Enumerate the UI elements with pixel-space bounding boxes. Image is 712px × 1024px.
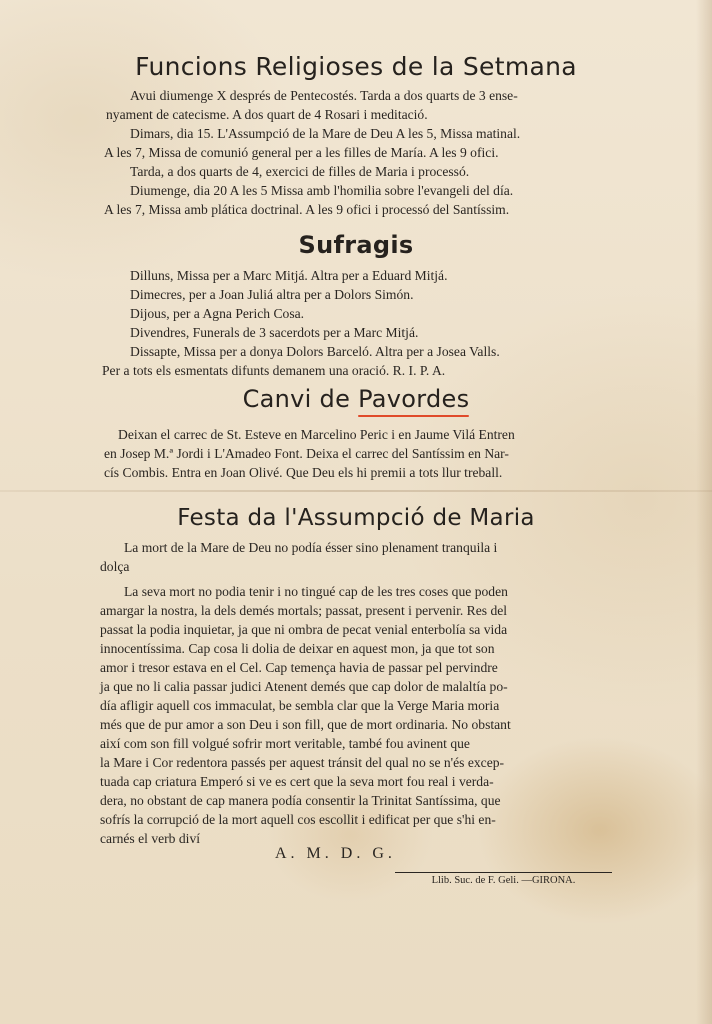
- text-line: tuada cap criatura Emperó si ve es cert que la seva mort fou real i verda-: [100, 774, 494, 789]
- text-line: Divendres, Funerals de 3 sacerdots per a Marc Mitjá.: [130, 325, 419, 340]
- text-line: ja que no li calia passar judici Atenent demés que cap dolor de malaltía po-: [100, 679, 508, 694]
- text-line: Dimars, dia 15. L'Assumpció de la Mare de Deu A les 5, Missa matinal.: [130, 126, 521, 141]
- text-line: amor i tresor estava en el Cel. Cap temença havia de passar pel pervindre: [100, 660, 498, 675]
- text-line: Dissapte, Missa per a donya Dolors Barceló. Altra per a Josea Valls.: [130, 344, 500, 359]
- section-title-funcions: Funcions Religioses de la Setmana: [135, 52, 577, 81]
- festa-paragraph-2: [100, 582, 624, 848]
- text-line: Avui diumenge X després de Pentecostés. Tarda a dos quarts de 3 ense-: [130, 88, 518, 103]
- sufragis-text: [102, 266, 628, 380]
- printer-imprint: Llib. Suc. de F. Geli. —GIRONA.: [395, 872, 612, 886]
- text-line: nyament de catecisme. A dos quart de 4 Rosari i meditació.: [106, 107, 428, 122]
- text-line: dolça: [100, 559, 130, 574]
- text-line: la Mare i Cor redentora passés per aquest tránsit del qual no se n'és excep-: [100, 755, 505, 770]
- text-line: cís Combis. Entra en Joan Olivé. Que Deu els hi premii a tots llur treball.: [104, 465, 503, 480]
- text-line: Dijous, per a Agna Perich Cosa.: [130, 306, 305, 321]
- text-line: La mort de la Mare de Deu no podía ésser sino plenament tranquila i: [124, 540, 498, 555]
- section-title-festa: Festa da l'Assumpció de Maria: [177, 505, 535, 531]
- funcions-text: [104, 86, 628, 219]
- text-line: sofrís la corrupció de la mort aquell cos escollit i edificat per que s'hi en-: [100, 812, 496, 827]
- text-line: La seva mort no podia tenir i no tingué cap de les tres coses que poden: [124, 584, 508, 599]
- title-canvi-text: Canvi de: [242, 385, 359, 413]
- text-line: A les 7, Missa amb plática doctrinal. A les 9 ofici i processó del Santíssim.: [104, 202, 510, 217]
- text-line: així com son fill volgué sofrir mort veritable, també fou avinent que: [100, 736, 470, 751]
- text-line: més que de pur amor a son Deu i son fill, que de mort ordinaria. No obstant: [100, 717, 511, 732]
- text-line: Tarda, a dos quarts de 4, exercici de filles de Maria i processó.: [130, 164, 470, 179]
- text-line: Dilluns, Missa per a Marc Mitjá. Altra per a Eduard Mitjá.: [130, 268, 448, 283]
- text-line: Per a tots els esmentats difunts demanem una oració. R. I. P. A.: [102, 363, 446, 378]
- text-line: innocentíssima. Cap cosa li dolia de deixar en aquest mon, ja que tot son: [100, 641, 495, 656]
- text-line: amargar la nostra, la dels demés mortals; passat, present i pervenir. Res del: [100, 603, 508, 618]
- title-pavordes-marked: Pavordes: [358, 385, 470, 413]
- section-title-canvi: [0, 385, 712, 413]
- canvi-text: [104, 425, 622, 482]
- text-line: en Josep M.ª Jordi i L'Amadeo Font. Deixa el carrec del Santíssim en Nar-: [104, 446, 509, 461]
- text-line: día afligir aquell cos immaculat, be sembla clar que la Verge Maria moria: [100, 698, 500, 713]
- section-title-sufragis: Sufragis: [298, 231, 414, 259]
- text-line: passat la podia inquietar, ja que ni ombra de pecat venial enterbolía sa vida: [100, 622, 508, 637]
- text-line: carnés el verb diví: [100, 831, 201, 846]
- text-line: Dimecres, per a Joan Juliá altra per a Dolors Simón.: [130, 287, 414, 302]
- text-line: A les 7, Missa de comunió general per a les filles de María. A les 9 ofici.: [104, 145, 499, 160]
- text-line: Deixan el carrec de St. Esteve en Marcelino Peric i en Jaume Vilá Entren: [118, 427, 515, 442]
- text-line: Diumenge, dia 20 A les 5 Missa amb l'homilia sobre l'evangeli del día.: [130, 183, 514, 198]
- paper-fold-line: [0, 490, 712, 492]
- festa-paragraph-1: [100, 538, 624, 576]
- text-line: dera, no obstant de cap manera podía consentir la Trinitat Santíssima, que: [100, 793, 501, 808]
- amdg-signature: A. M. D. G.: [275, 845, 396, 862]
